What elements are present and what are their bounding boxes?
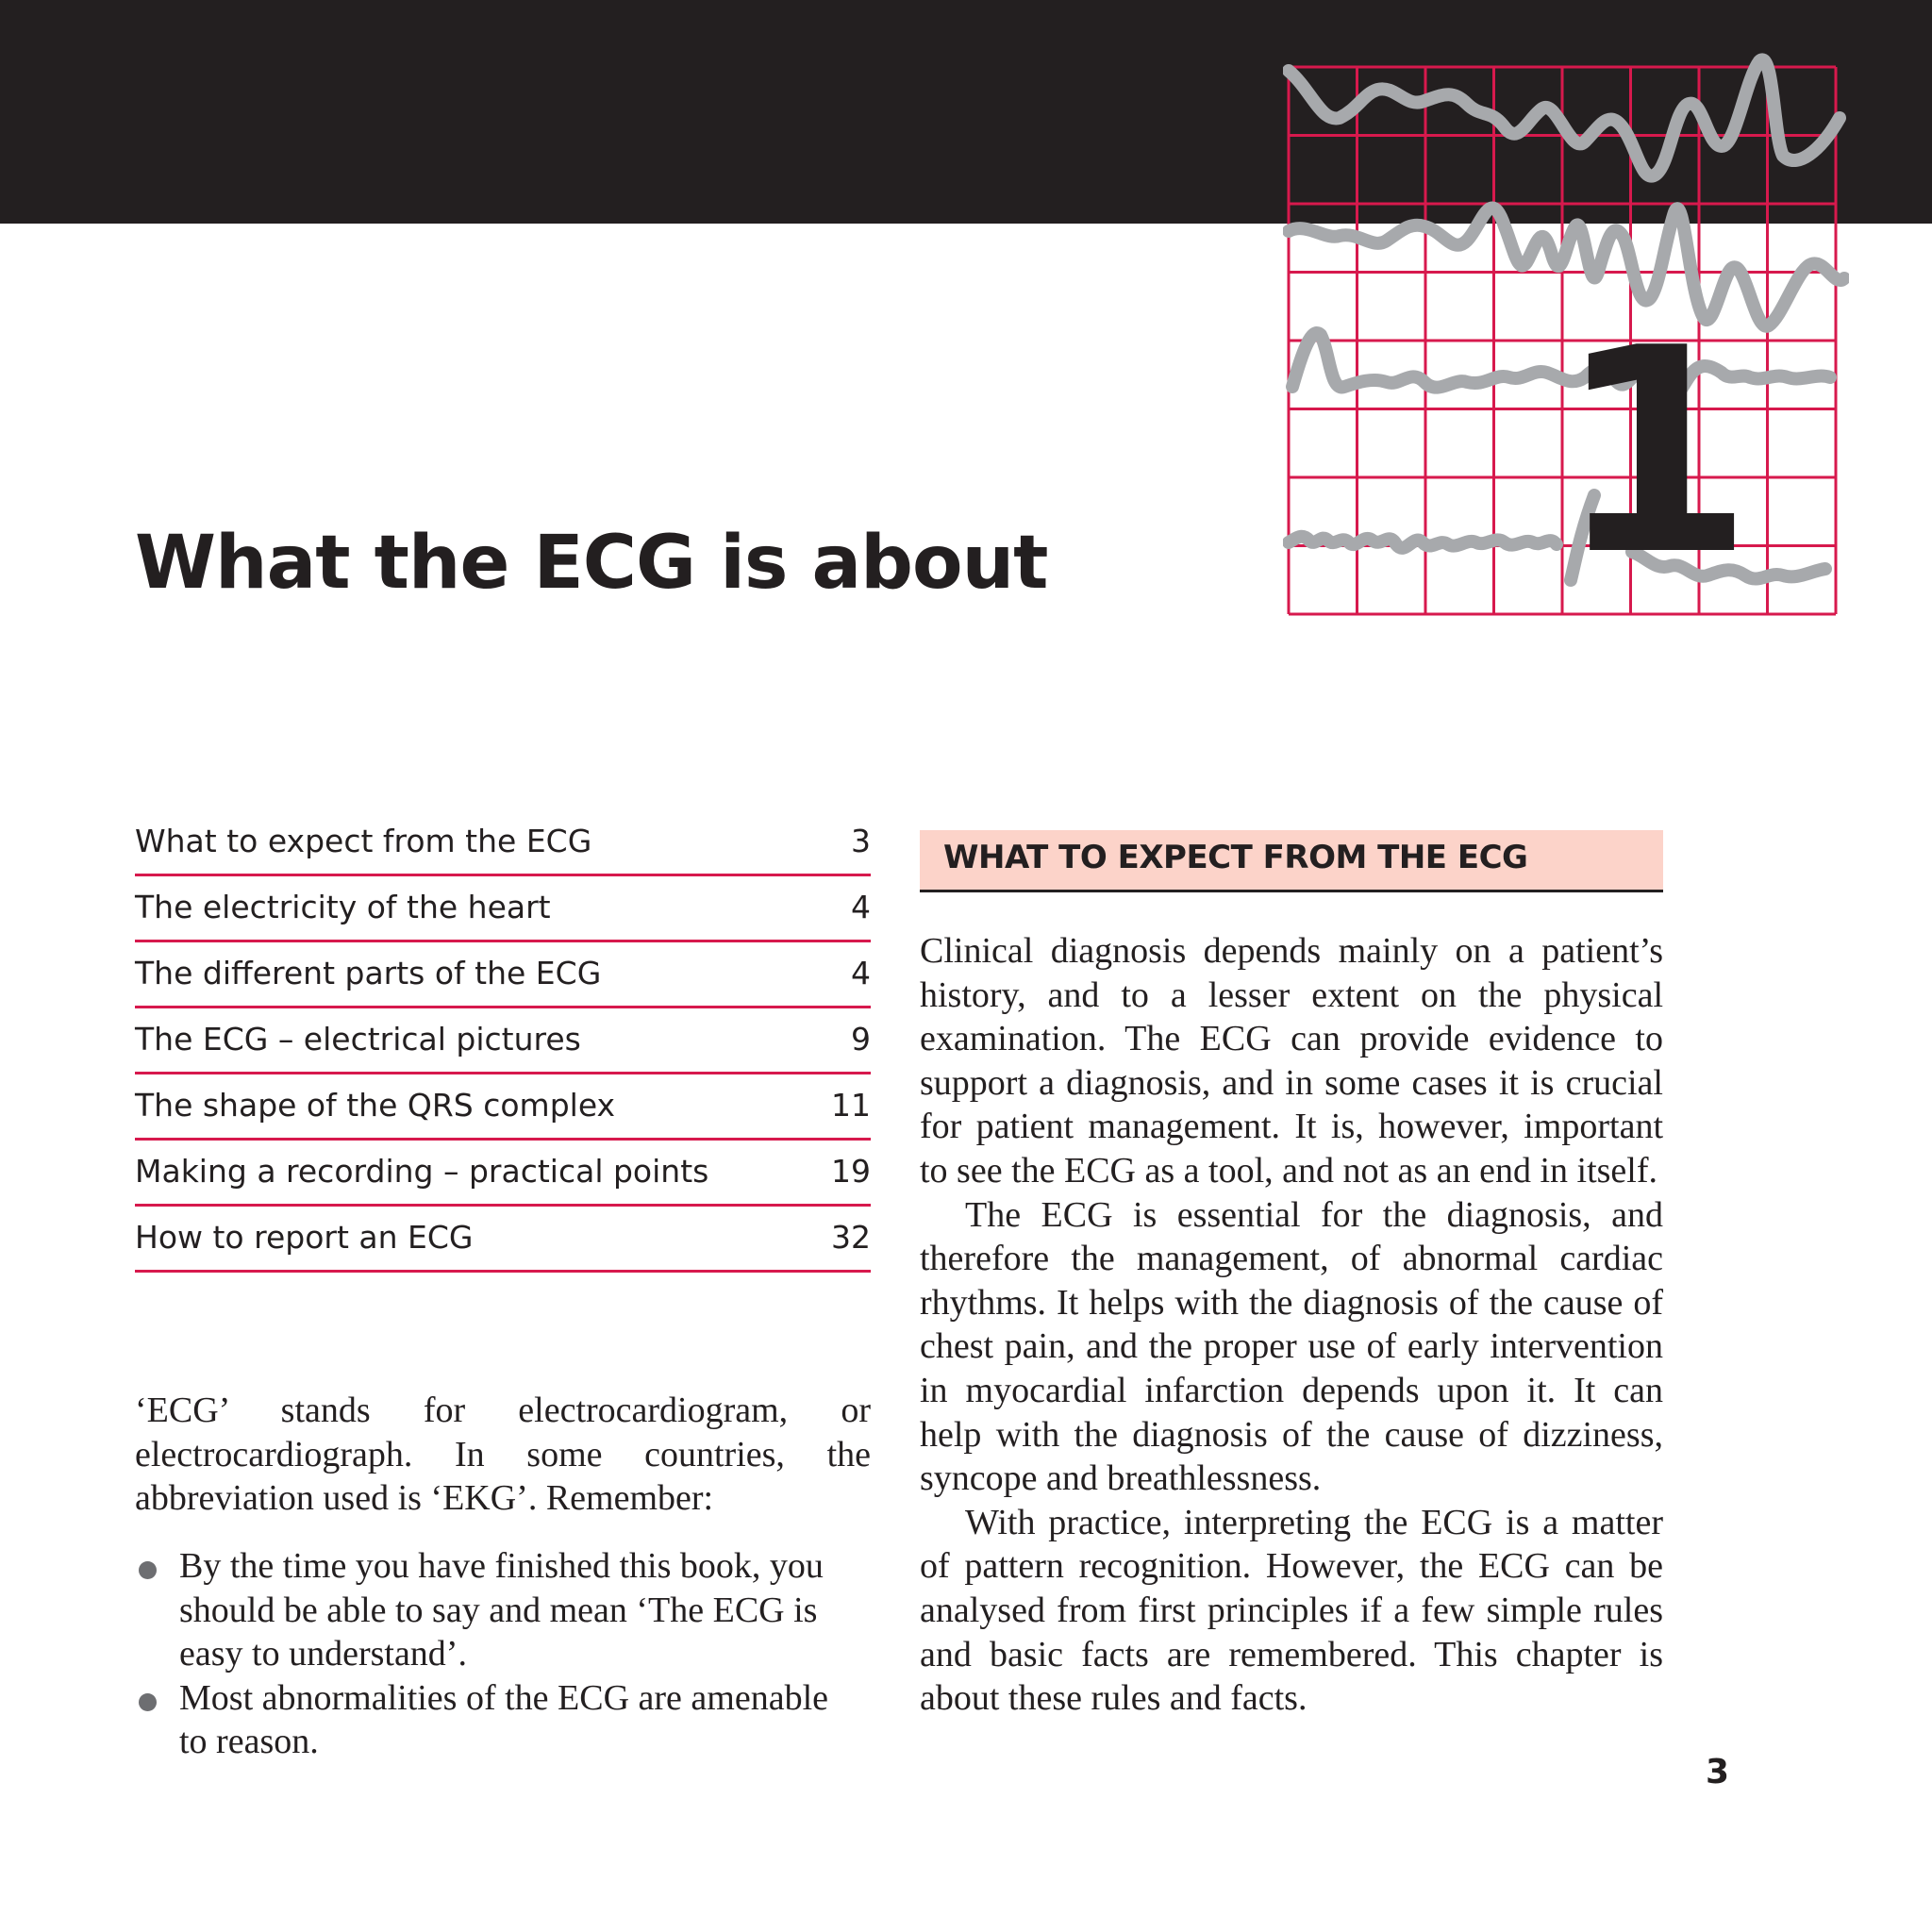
body-paragraph: With practice, interpreting the ECG is a matter of pattern recognition. However, the ECG can be analysed from first principles if a few simple rules and basic facts are remembered. This chapter is about these rules and facts. — [920, 1502, 1663, 1719]
toc-entry[interactable] — [135, 813, 871, 876]
list-item-text: Most abnormalities of the ECG are amenable to reason. — [179, 1677, 829, 1761]
bullet-icon — [139, 1561, 157, 1579]
intro-paragraph: ‘ECG’ stands for electrocardiogram, or electrocardiograph. In some countries, the abbreviation used is ‘EKG’. Remember: — [135, 1391, 871, 1518]
page-number: 3 — [1706, 1753, 1730, 1791]
bullet-icon — [139, 1693, 157, 1711]
toc-entry-title: The shape of the QRS complex — [135, 1087, 616, 1124]
list-item — [135, 1676, 840, 1764]
bullet-list — [135, 1544, 871, 1764]
toc-entry-page: 4 — [851, 955, 871, 991]
toc-entry-page: 3 — [851, 823, 871, 859]
list-item-text: By the time you have finished this book, you should be able to say and mean ‘The ECG is easy to understand’. — [179, 1546, 824, 1674]
toc-entry[interactable] — [135, 876, 871, 942]
toc-entry[interactable] — [135, 1141, 871, 1207]
toc-entry-page: 19 — [831, 1153, 871, 1190]
chapter-number: 1 — [1557, 288, 1754, 617]
toc-entry-title: How to report an ECG — [135, 1219, 474, 1256]
toc-entry-page: 9 — [851, 1021, 871, 1058]
toc-entry-title: What to expect from the ECG — [135, 823, 592, 859]
body-paragraph: The ECG is essential for the diagnosis, and therefore the management, of abnormal cardiac rhythms. It helps with the diagnosis of the cause of chest pain, and the proper use of early intervention in myocardial infarction depends upon it. It can help with the diagnosis of the cause of dizziness, syncope and breathlessness. — [920, 1194, 1663, 1499]
toc-entry-page: 32 — [831, 1219, 871, 1256]
chapter-title: What the ECG is about — [135, 521, 1048, 606]
section-body — [920, 929, 1663, 1721]
toc-entry-title: The electricity of the heart — [135, 889, 551, 925]
chapter-contents — [135, 813, 871, 1273]
toc-entry-page: 11 — [831, 1087, 871, 1124]
list-item — [135, 1544, 840, 1676]
toc-entry-title: The different parts of the ECG — [135, 955, 602, 991]
toc-entry-page: 4 — [851, 889, 871, 925]
toc-entry-title: Making a recording – practical points — [135, 1153, 709, 1190]
toc-entry[interactable] — [135, 1008, 871, 1074]
toc-entry[interactable] — [135, 1207, 871, 1273]
body-paragraph: Clinical diagnosis depends mainly on a patient’s history, and to a lesser extent on the physical examination. The ECG can provide evidence to support a diagnosis, and in some cases it is crucial for patient management. It is, however, important to see the ECG as a tool, and not as an end in itself. — [920, 931, 1663, 1191]
section-heading: WHAT TO EXPECT FROM THE ECG — [920, 830, 1663, 892]
toc-entry[interactable] — [135, 1074, 871, 1141]
toc-entry[interactable] — [135, 942, 871, 1008]
toc-entry-title: The ECG – electrical pictures — [135, 1021, 581, 1058]
